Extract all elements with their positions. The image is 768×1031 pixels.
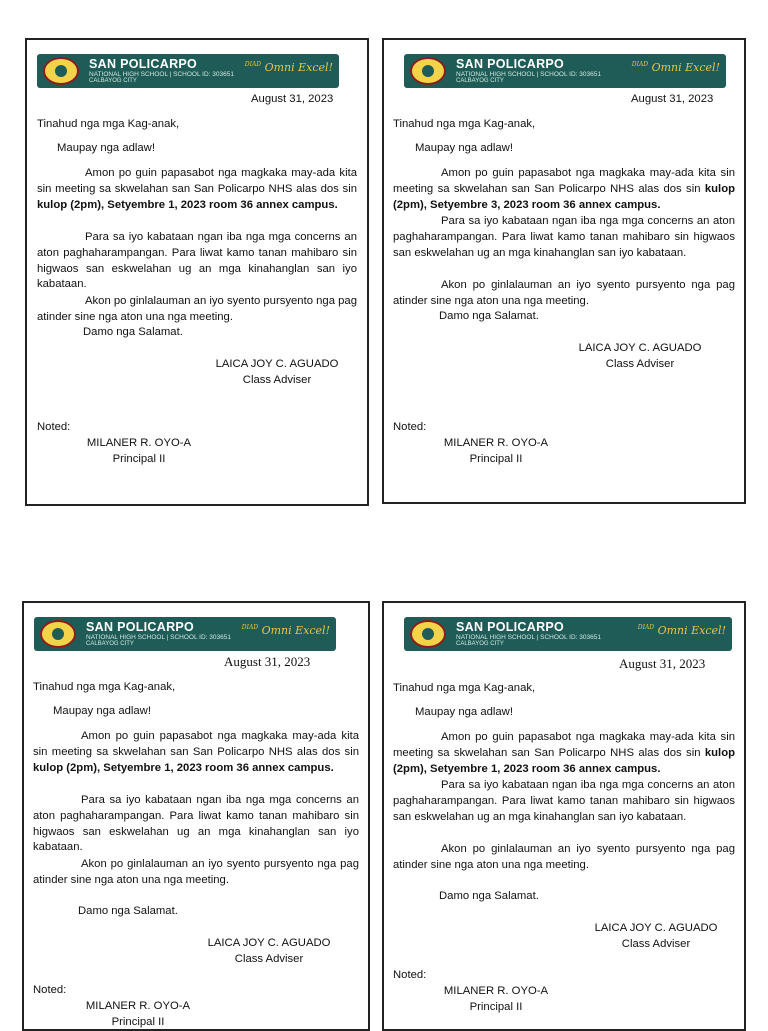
school-seal-icon <box>40 620 76 648</box>
school-motto: $^{DIAD}$ Omni Excel! <box>631 61 720 74</box>
letter-paragraph-3: Akon po ginlalauman an iyo syento pursyento nga pag atinder sine nga aton una nga meeting. <box>37 295 357 323</box>
school-banner <box>404 54 726 88</box>
principal-name: MILANER R. OYO-A <box>443 437 549 449</box>
school-city: CALBAYOG CITY <box>456 78 504 84</box>
letter-bottom-left <box>22 601 370 1031</box>
letter-salutation: Maupay nga adlaw! <box>415 142 513 154</box>
noted-label: Noted: <box>393 421 427 433</box>
school-motto: $^{DIAD}$ Omni Excel! <box>244 61 333 74</box>
school-id-line: NATIONAL HIGH SCHOOL | SCHOOL ID: 303651 <box>89 71 234 78</box>
letter-date: August 31, 2023 <box>251 93 334 105</box>
letter-bottom-right <box>382 601 746 1031</box>
letter-paragraph-1: Amon po guin papasabot nga magkaka may-ada kita sin meeting sa skwelahan san San Policarpo NHS alas dos sin kulop (2pm), Setyembre 1, 2023 room 36 annex campus. <box>393 731 735 775</box>
letter-closing: Damo nga Salamat. <box>439 890 539 902</box>
letter-top-left <box>25 38 369 506</box>
school-id-line: NATIONAL HIGH SCHOOL | SCHOOL ID: 303651 <box>86 634 231 641</box>
principal-name: MILANER R. OYO-A <box>85 1000 191 1012</box>
principal-title: Principal II <box>112 453 166 465</box>
letter-closing: Damo nga Salamat. <box>83 326 183 338</box>
principal-name: MILANER R. OYO-A <box>86 437 192 449</box>
letter-paragraph-3: Akon po ginlalauman an iyo syento pursyento nga pag atinder sine nga aton una nga meeting. <box>33 858 359 886</box>
school-city: CALBAYOG CITY <box>89 78 137 84</box>
adviser-name: LAICA JOY C. AGUADO <box>578 342 702 354</box>
letter-date: August 31, 2023 <box>619 656 706 671</box>
letter-paragraph-3: Akon po ginlalauman an iyo syento pursyento nga pag atinder sine nga aton una nga meeting. <box>393 279 735 307</box>
letter-paragraph-3: Akon po ginlalauman an iyo syento pursyento nga pag atinder sine nga aton una nga meeting. <box>393 843 735 871</box>
school-motto: $^{DIAD}$ Omni Excel! <box>241 624 330 637</box>
letter-salutation: Maupay nga adlaw! <box>415 706 513 718</box>
school-banner <box>34 617 336 651</box>
letter-paragraph-1: Amon po guin papasabot nga magkaka may-ada kita sin meeting sa skwelahan san San Policarpo NHS alas dos sin kulop (2pm), Setyembre 1, 2023 room 36 annex campus. <box>33 730 359 774</box>
school-seal-icon <box>410 57 446 85</box>
school-id-line: NATIONAL HIGH SCHOOL | SCHOOL ID: 303651 <box>456 634 601 641</box>
adviser-name: LAICA JOY C. AGUADO <box>594 922 718 934</box>
school-banner <box>404 617 732 651</box>
letter-greeting: Tinahud nga mga Kag-anak, <box>33 681 176 693</box>
adviser-title: Class Adviser <box>621 938 691 950</box>
letter-date: August 31, 2023 <box>224 654 311 669</box>
letter-greeting: Tinahud nga mga Kag-anak, <box>393 118 536 130</box>
letter-paragraph-2: Para sa iyo kabataan ngan iba nga mga concerns an aton paghaharampangan. Para liwat kamo tanan mahibaro sin higwaos san eskwelahan ug an mga kinahanglan san iyo kabataan. <box>393 215 735 259</box>
letter-date: August 31, 2023 <box>631 93 714 105</box>
letter-top-right <box>382 38 746 504</box>
school-city: CALBAYOG CITY <box>86 641 134 647</box>
school-seal-icon <box>410 620 446 648</box>
principal-name: MILANER R. OYO-A <box>443 985 549 997</box>
letter-paragraph-1: Amon po guin papasabot nga magkaka may-ada kita sin meeting sa skwelahan san San Policarpo NHS alas dos sin kulop (2pm), Setyembre 1, 2023 room 36 annex campus. <box>37 167 357 211</box>
letter-paragraph-2: Para sa iyo kabataan ngan iba nga mga concerns an aton paghaharampangan. Para liwat kamo tanan mahibaro sin higwaos san eskwelahan ug an mga kinahanglan san iyo kabataan. <box>33 794 359 854</box>
adviser-title: Class Adviser <box>234 953 304 965</box>
letter-greeting: Tinahud nga mga Kag-anak, <box>37 118 180 130</box>
noted-label: Noted: <box>37 421 71 433</box>
adviser-name: LAICA JOY C. AGUADO <box>215 358 339 370</box>
letter-paragraph-2: Para sa iyo kabataan ngan iba nga mga concerns an aton paghaharampangan. Para liwat kamo tanan mahibaro sin higwaos san eskwelahan ug an mga kinahanglan san iyo kabataan. <box>393 779 735 823</box>
letter-closing: Damo nga Salamat. <box>439 310 539 322</box>
principal-title: Principal II <box>469 1001 523 1013</box>
principal-title: Principal II <box>111 1016 165 1028</box>
letter-salutation: Maupay nga adlaw! <box>53 705 151 717</box>
adviser-title: Class Adviser <box>242 374 312 386</box>
principal-title: Principal II <box>469 453 523 465</box>
school-city: CALBAYOG CITY <box>456 641 504 647</box>
school-seal-icon <box>43 57 79 85</box>
adviser-title: Class Adviser <box>605 358 675 370</box>
letter-salutation: Maupay nga adlaw! <box>57 142 155 154</box>
letter-paragraph-1: Amon po guin papasabot nga magkaka may-ada kita sin meeting sa skwelahan san San Policarpo NHS alas dos sin kulop (2pm), Setyembre 3, 2023 room 36 annex campus. <box>393 167 735 211</box>
adviser-name: LAICA JOY C. AGUADO <box>207 937 331 949</box>
school-name: SAN POLICARPO <box>86 620 195 634</box>
school-name: SAN POLICARPO <box>456 57 565 71</box>
school-id-line: NATIONAL HIGH SCHOOL | SCHOOL ID: 303651 <box>456 71 601 78</box>
letter-paragraph-2: Para sa iyo kabataan ngan iba nga mga concerns an aton paghaharampangan. Para liwat kamo tanan mahibaro sin higwaos san eskwelahan ug an mga kinahanglan san iyo kabataan. <box>37 231 357 291</box>
school-banner <box>37 54 339 88</box>
letter-closing: Damo nga Salamat. <box>78 905 178 917</box>
noted-label: Noted: <box>33 984 67 996</box>
letter-greeting: Tinahud nga mga Kag-anak, <box>393 682 536 694</box>
school-motto: $^{DIAD}$ Omni Excel! <box>637 624 726 637</box>
school-name: SAN POLICARPO <box>89 57 198 71</box>
noted-label: Noted: <box>393 969 427 981</box>
school-name: SAN POLICARPO <box>456 620 565 634</box>
